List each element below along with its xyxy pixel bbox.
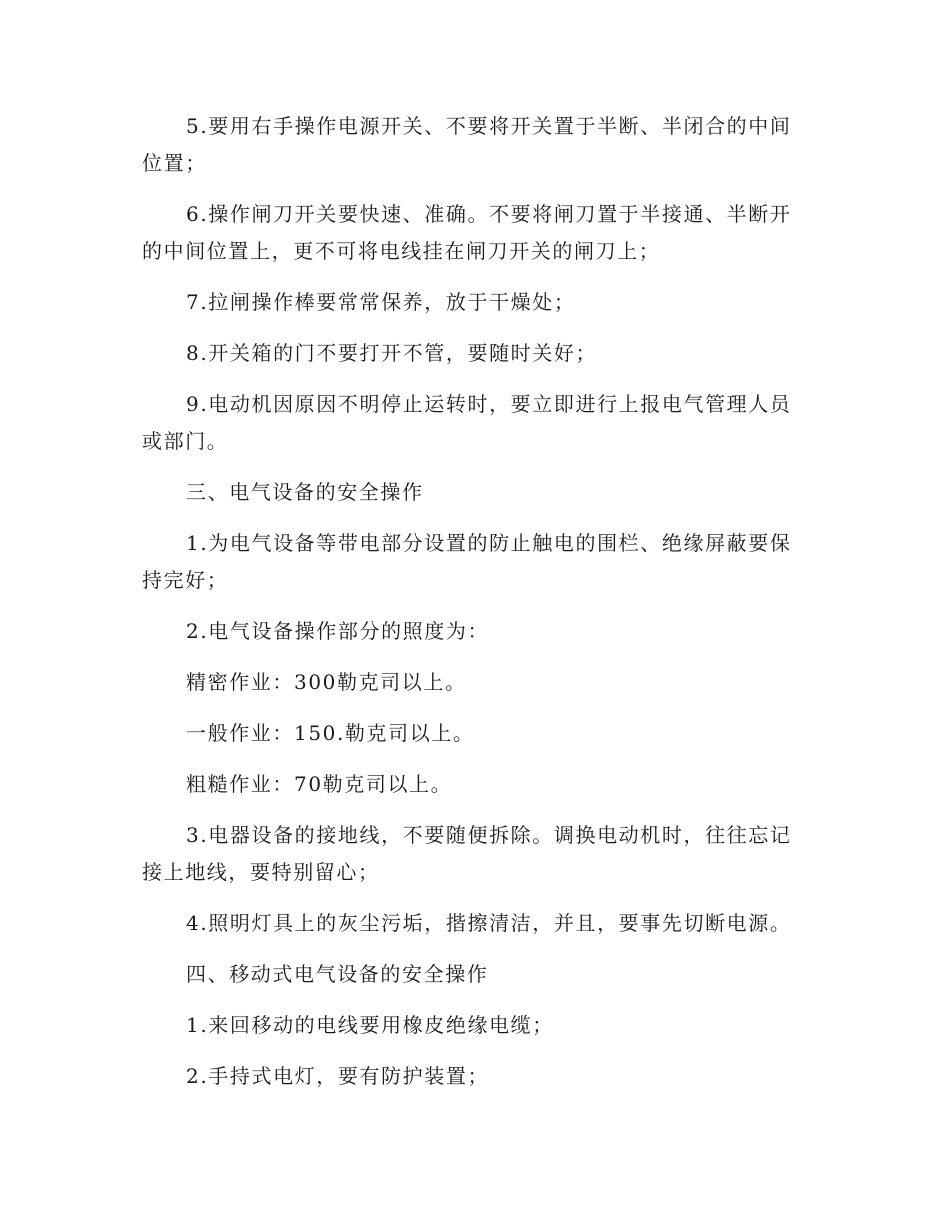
section-heading-4: 四、移动式电气设备的安全操作 bbox=[186, 962, 489, 986]
paragraph-item-3-2: 2.电气设备操作部分的照度为： bbox=[186, 619, 490, 643]
paragraph-item-3-3: 3.电器设备的接地线，不要随便拆除。调换电动机时，往往忘记接上地线，要特别留心； bbox=[142, 823, 792, 884]
paragraph-item-4-2: 2.手持式电灯，要有防护装置； bbox=[186, 1064, 490, 1088]
document-body bbox=[142, 108, 794, 1109]
paragraph-item-3-1: 1.为电气设备等带电部分设置的防止触电的围栏、绝缘屏蔽要保持完好； bbox=[142, 531, 792, 592]
paragraph-item-8: 8.开关箱的门不要打开不管，要随时关好； bbox=[186, 341, 598, 365]
illumination-precise: 精密作业：300勒克司以上。 bbox=[186, 670, 467, 694]
paragraph-item-9: 9.电动机因原因不明停止运转时，要立即进行上报电气管理人员或部门。 bbox=[142, 392, 792, 453]
paragraph-item-7: 7.拉闸操作棒要常常保养，放于干燥处； bbox=[186, 290, 576, 314]
paragraph-item-4-1: 1.来回移动的电线要用橡皮绝缘电缆； bbox=[186, 1013, 554, 1037]
paragraph-item-5: 5.要用右手操作电源开关、不要将开关置于半断、半闭合的中间位置； bbox=[142, 114, 792, 175]
paragraph-item-3-4: 4.照明灯具上的灰尘污垢，揩擦清洁，并且，要事先切断电源。 bbox=[186, 911, 792, 935]
illumination-rough: 粗糙作业：70勒克司以上。 bbox=[186, 772, 453, 796]
paragraph-item-6: 6.操作闸刀开关要快速、准确。不要将闸刀置于半接通、半断开的中间位置上，更不可将电线挂在闸刀开关的闸刀上； bbox=[142, 202, 792, 263]
illumination-general: 一般作业：150.勒克司以上。 bbox=[186, 721, 475, 745]
section-heading-3: 三、电气设备的安全操作 bbox=[186, 480, 424, 504]
